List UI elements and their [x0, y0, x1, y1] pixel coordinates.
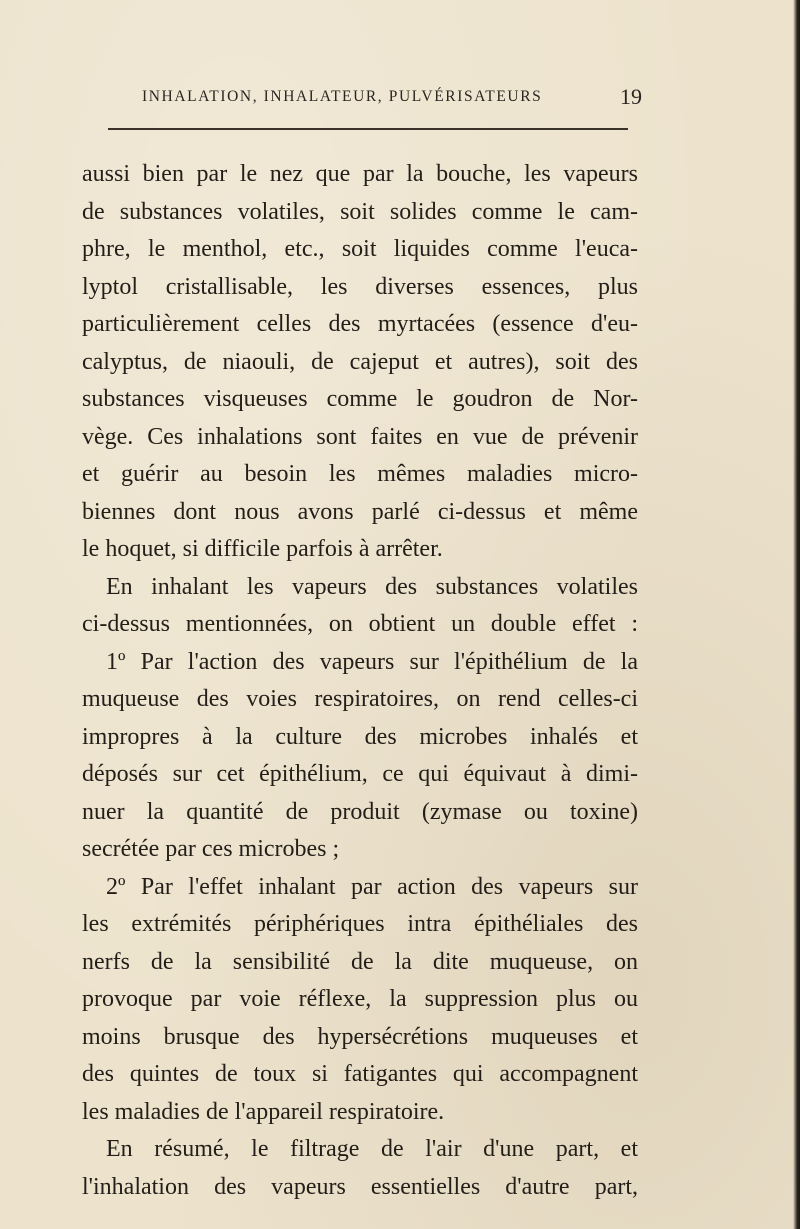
page-header: [142, 84, 642, 118]
text-line: des quintes de toux si fatigantes qui accompagnent: [82, 1061, 638, 1087]
text-line: le hoquet, si difficile parfois à arrêter.: [82, 536, 443, 562]
text-line: 1º Par l'action des vapeurs sur l'épithélium de la: [106, 648, 638, 675]
text-line: calyptus, de niaouli, de cajeput et autres), soit des: [82, 348, 638, 375]
text-line: phre, le menthol, etc., soit liquides comme l'euca-: [82, 236, 638, 262]
text-line: impropres à la culture des microbes inhalés et: [82, 723, 638, 750]
text-line: l'inhalation des vapeurs essentielles d'autre part,: [82, 1173, 638, 1200]
text-line: biennes dont nous avons parlé ci-dessus et même: [82, 498, 638, 525]
text-line: moins brusque des hypersécrétions muqueuses et: [82, 1023, 638, 1050]
body-text: [82, 156, 638, 1206]
text-line: et guérir au besoin les mêmes maladies micro-: [82, 461, 638, 487]
text-line: secrétée par ces microbes ;: [82, 836, 340, 862]
text-line: muqueuse des voies respiratoires, on rend celles-ci: [82, 686, 638, 712]
text-line: les maladies de l'appareil respiratoire.: [82, 1098, 445, 1125]
text-line: 2º Par l'effet inhalant par action des vapeurs sur: [106, 873, 638, 900]
text-line: les extrémités périphériques intra épithéliales des: [82, 911, 638, 937]
page-number: 19: [620, 84, 642, 109]
text-line: aussi bien par le nez que par la bouche, les vapeurs: [82, 161, 638, 187]
text-line: ci-dessus mentionnées, on obtient un double effet :: [82, 611, 638, 637]
text-line: lyptol cristallisable, les diverses essences, plus: [82, 273, 638, 300]
text-line: déposés sur cet épithélium, ce qui équivaut à dimi-: [82, 761, 638, 787]
text-line: nerfs de la sensibilité de la dite muqueuse, on: [82, 948, 638, 975]
text-line: de substances volatiles, soit solides comme le cam-: [82, 198, 638, 225]
text-line: particulièrement celles des myrtacées (essence d'eu-: [82, 311, 638, 337]
text-line: En résumé, le filtrage de l'air d'une part, et: [106, 1136, 638, 1162]
text-line: provoque par voie réflexe, la suppression plus ou: [82, 986, 638, 1012]
text-line: vège. Ces inhalations sont faites en vue de prévenir: [82, 423, 638, 450]
text-line: En inhalant les vapeurs des substances volatiles: [106, 573, 638, 600]
page-edge-shadow: [793, 0, 800, 1229]
running-head: INHALATION, INHALATEUR, PULVÉRISATEURS: [142, 88, 543, 105]
text-line: nuer la quantité de produit (zymase ou toxine): [82, 798, 638, 825]
header-rule: [108, 128, 628, 130]
text-line: substances visqueuses comme le goudron de Nor-: [82, 386, 638, 412]
